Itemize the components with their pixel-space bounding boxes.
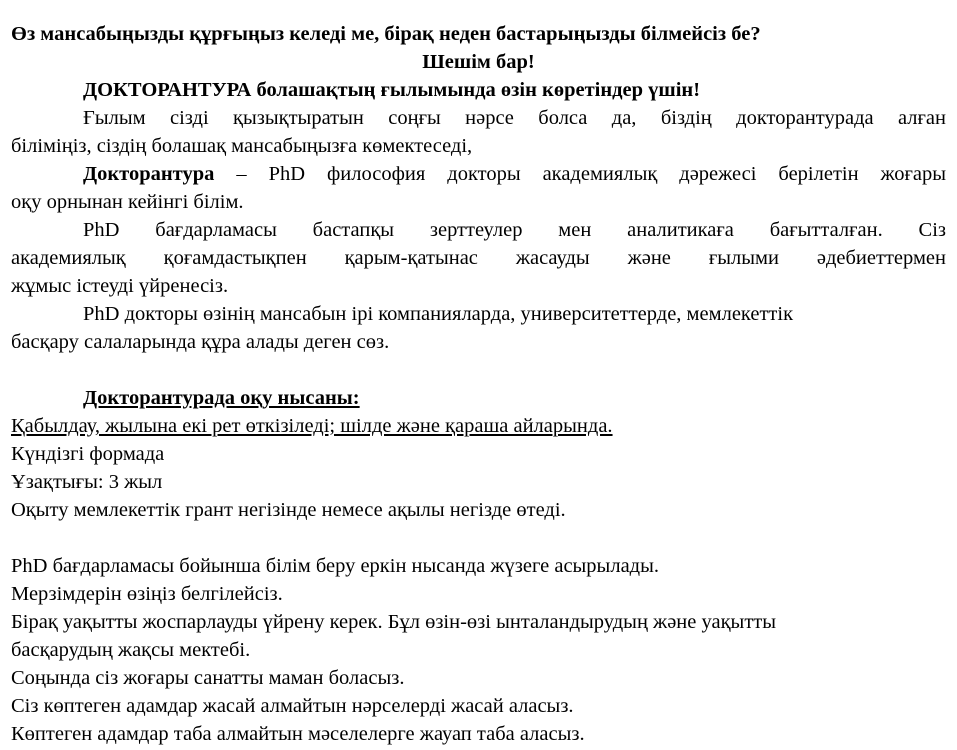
paragraph-4-line-2: басқару салаларында құра алады деген сөз.	[11, 331, 390, 353]
paragraph-3-line-1: PhD бағдарламасы бастапқы зерттеулер мен аналитикаға бағытталған. Сіз	[83, 219, 946, 241]
paragraph-2-line-2: оқу орнынан кейінгі білім.	[11, 191, 244, 213]
heading-solution: Шешім бар!	[422, 51, 535, 73]
planning-line-1: Бірақ уақытты жоспарлауды үйрену керек. Бұл өзін-өзі ынталандырудың және уақытты	[11, 611, 777, 633]
can-do-line: Сіз көптеген адамдар жасай алмайтын нәрселерді жасай аласыз.	[11, 695, 574, 717]
study-form-heading-line	[11, 384, 946, 412]
paragraph-3-line-3: жұмыс істеуді үйренесіз.	[11, 275, 229, 297]
specialist-line: Соңында сіз жоғары санатты маман боласыз.	[11, 667, 405, 689]
free-form-line: PhD бағдарламасы бойынша білім беру еркін нысанда жүзеге асырылады.	[11, 555, 659, 577]
solutions-line: Көптеген адамдар таба алмайтын мәселелерге жауап таба аласыз.	[11, 723, 585, 745]
planning-line-2: басқарудың жақсы мектебі.	[11, 639, 251, 661]
study-form-heading: Докторантурада оқу нысаны:	[83, 387, 360, 409]
paragraph-2-line-1	[11, 160, 946, 188]
blank-line	[11, 356, 946, 384]
paragraph-1-line-1: Ғылым сізді қызықтыратын соңғы нәрсе болса да, біздің докторантурада алған	[83, 107, 946, 129]
document-page	[11, 0, 946, 748]
admission-text: Қабылдау, жылына екі рет өткізіледі; шілде және қараша айларында.	[11, 415, 613, 437]
doctorate-definition: – PhD философия докторы академиялық дәрежесі берілетін жоғары	[214, 163, 946, 185]
heading-question: Өз мансабыңызды құрғыңыз келеді ме, бірақ неден бастарыңызды білмейсіз бе?	[11, 23, 761, 45]
admission-line	[11, 412, 946, 440]
doctorate-term: Докторантура	[83, 163, 215, 185]
blank-line	[11, 524, 946, 552]
funding-line: Оқыту мемлекеттік грант негізінде немесе ақылы негізде өтеді.	[11, 499, 566, 521]
heading-doctorate: ДОКТОРАНТУРА болашақтың ғылымында өзін көретіндер үшін!	[83, 79, 701, 101]
paragraph-1-line-2: біліміңіз, сіздің болашақ мансабыңызға көмектеседі,	[11, 135, 473, 157]
paragraph-4-line-1: PhD докторы өзінің мансабын ірі компанияларда, университеттерде, мемлекеттік	[83, 303, 794, 325]
full-time-line: Күндізгі формада	[11, 443, 165, 465]
deadlines-line: Мерзімдерін өзіңіз белгілейсіз.	[11, 583, 283, 605]
paragraph-3-line-2: академиялық қоғамдастықпен қарым-қатынас жасауды және ғылыми әдебиеттермен	[11, 247, 946, 269]
duration-line: Ұзақтығы: 3 жыл	[11, 471, 163, 493]
